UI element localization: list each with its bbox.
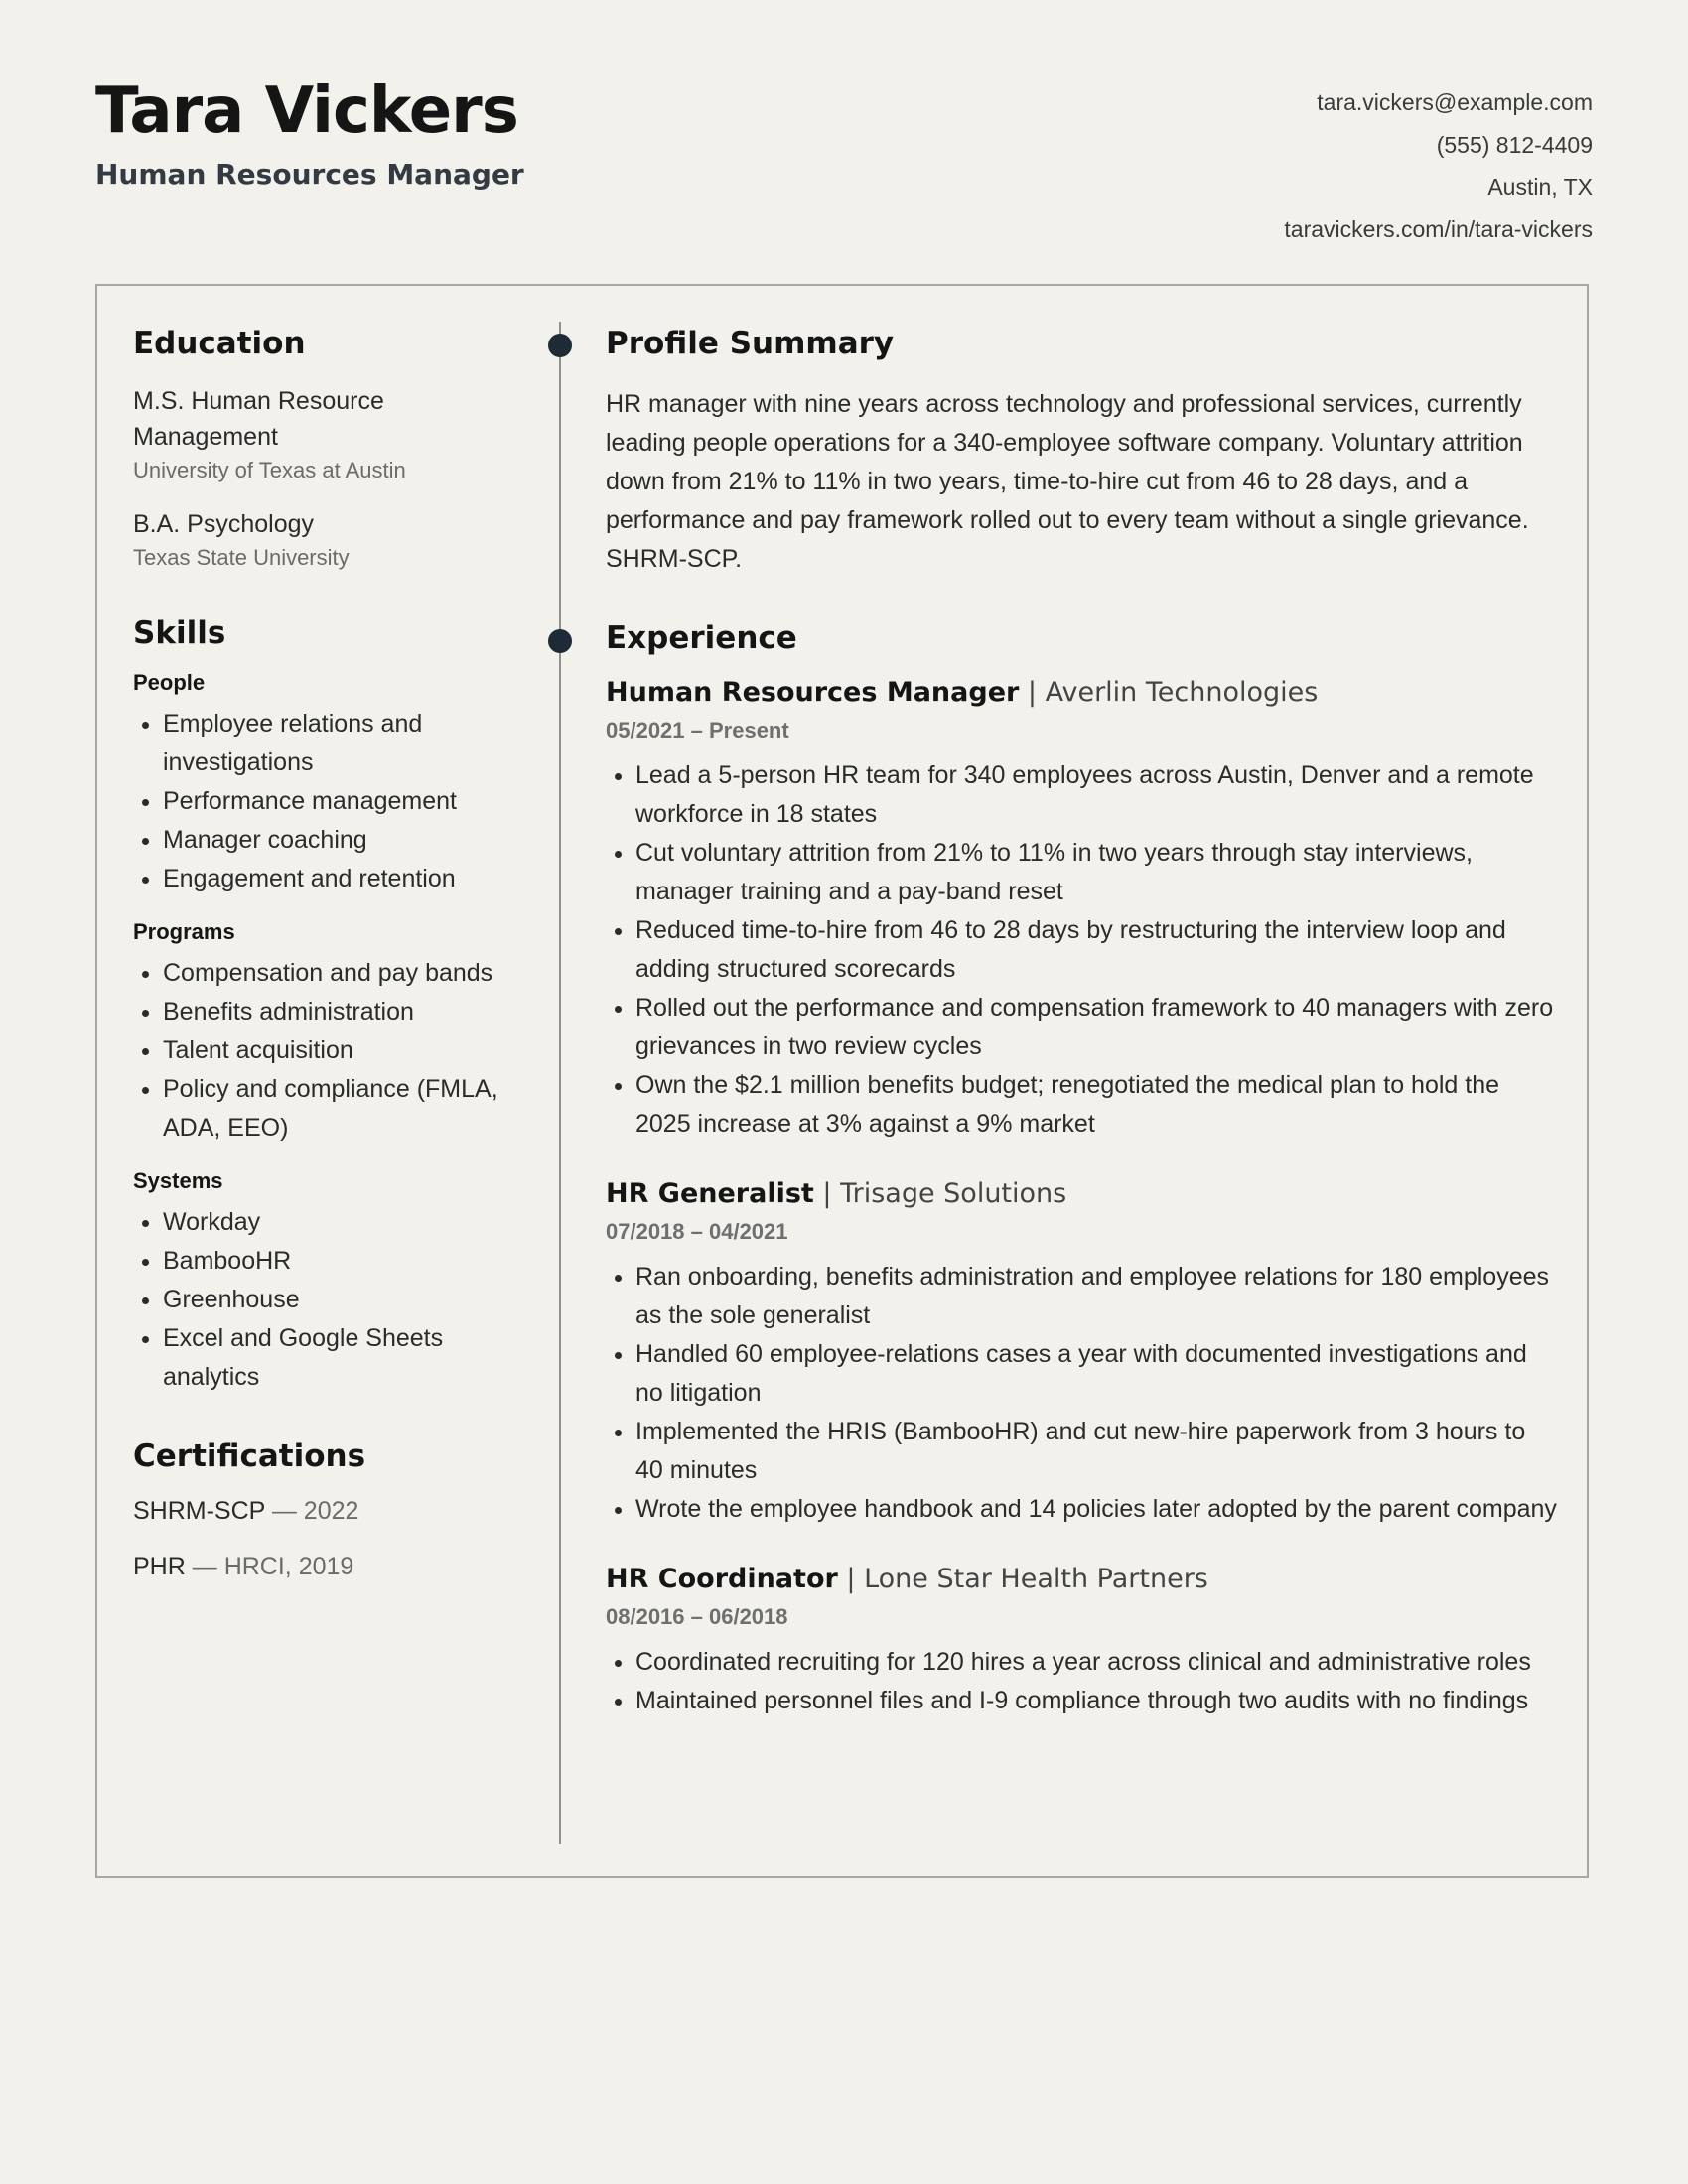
timeline-line [559,322,561,1844]
job-company: Lone Star Health Partners [864,1564,1208,1594]
skill-group-title: People [133,670,206,695]
job-company: Trisage Solutions [840,1178,1067,1209]
experience-section [606,614,1559,1720]
skill-item: • Excel and Google Sheets analytics [163,1319,530,1397]
skill-item: • Compensation and pay bands [163,954,530,993]
resume-header [95,71,1593,250]
skill-item: • Talent acquisition [163,1031,530,1070]
job-bullet: • Lead a 5-person HR team for 340 employees across Austin, Denver and a remote workforce in 18 states [635,756,1559,834]
job-bullet: • Cut voluntary attrition from 21% to 11% in two years through stay interviews, manager training and a pay-band reset [635,834,1559,911]
job-title: HR Generalist [606,1178,814,1209]
job-bullet: • Handled 60 employee-relations cases a year with documented investigations and no litigation [635,1335,1559,1413]
summary-text: HR manager with nine years across technology and professional services, currently leading people operations for a 340-employee software company. Voluntary attrition down from 21% to 11% in two years, time-to-hire cut from 46 to 28 days, and a performance and pay framework rolled out to every team without a single grievance. SHRM-SCP. [606,390,1529,573]
skill-item: • Employee relations and investigations [163,705,530,782]
education-degree: M.S. Human Resource Management [133,387,384,451]
job-dates: 07/2018 – 04/2021 [606,1219,788,1244]
education-school: University of Texas at Austin [133,458,406,482]
job-bullet: • Ran onboarding, benefits administration and employee relations for 180 employees as the sole generalist [635,1258,1559,1335]
certification-detail: 2022 [303,1497,359,1525]
skills-section [133,610,530,1397]
job-dates: 08/2016 – 06/2018 [606,1604,788,1629]
experience-heading: Experience [606,620,797,656]
job-separator: | [837,1564,865,1594]
skill-item: • Engagement and retention [163,860,530,898]
job-title: HR Coordinator [606,1564,838,1594]
contact-website[interactable]: taravickers.com/in/tara-vickers [1284,215,1593,242]
candidate-role: Human Resources Manager [95,158,524,191]
job-bullet: • Own the $2.1 million benefits budget; renegotiated the medical plan to hold the 2025 increase at 3% against a 9% market [635,1066,1559,1144]
skill-list [133,954,530,1148]
certifications-section [133,1433,530,1585]
certification-separator: — [185,1553,224,1580]
job-bullet: • Maintained personnel files and I-9 compliance through two audits with no findings [635,1682,1559,1720]
job-separator: | [1019,677,1046,708]
skill-item: • Benefits administration [163,993,530,1031]
summary-section [606,320,1559,579]
job-separator: | [813,1178,841,1209]
education-degree: B.A. Psychology [133,510,315,538]
left-column [133,320,530,1585]
certification-name: SHRM-SCP [133,1497,265,1525]
job-company: Averlin Technologies [1045,677,1319,708]
job-header [606,1559,1559,1599]
contact-phone: (555) 812-4409 [1436,131,1593,158]
job-entry [606,1173,1559,1529]
education-item [133,383,530,486]
job-bullet: • Reduced time-to-hire from 46 to 28 days by restructuring the interview loop and adding structured scorecards [635,911,1559,989]
certification-item [133,1548,530,1585]
skill-group-title: Systems [133,1168,223,1193]
skill-list [133,705,530,898]
skill-list [133,1203,530,1397]
contact-info [1284,81,1593,250]
job-header [606,672,1559,713]
certification-item [133,1492,530,1530]
certification-separator: — [264,1497,304,1525]
skills-heading: Skills [133,615,226,651]
job-entry [606,1559,1559,1720]
summary-heading: Profile Summary [606,326,895,361]
skill-group-title: Programs [133,919,235,944]
job-header [606,1173,1559,1214]
certification-name: PHR [133,1553,186,1580]
candidate-name: Tara Vickers [95,74,518,148]
job-bullet: • Coordinated recruiting for 120 hires a year across clinical and administrative roles [635,1643,1559,1682]
education-heading: Education [133,326,306,361]
skill-item: • Performance management [163,782,530,821]
job-bullets [606,756,1559,1144]
skill-item: • Greenhouse [163,1281,530,1319]
job-title: Human Resources Manager [606,677,1020,708]
job-bullets [606,1258,1559,1529]
job-bullets [606,1643,1559,1720]
education-section [133,320,530,574]
skill-item: • Workday [163,1203,530,1242]
job-bullet: • Implemented the HRIS (BambooHR) and cut new-hire paperwork from 3 hours to 40 minutes [635,1413,1559,1490]
contact-email[interactable]: tara.vickers@example.com [1317,89,1593,115]
contact-location: Austin, TX [1487,174,1593,200]
timeline-dot-experience [548,629,572,653]
education-school: Texas State University [133,545,350,570]
certifications-heading: Certifications [133,1438,366,1474]
skill-item: • Manager coaching [163,821,530,860]
education-item [133,506,530,574]
skill-item: • BambooHR [163,1242,530,1281]
certification-detail: HRCI, 2019 [223,1553,354,1580]
timeline-dot-summary [548,334,572,357]
right-column [606,320,1559,1720]
job-entry [606,672,1559,1144]
job-dates: 05/2021 – Present [606,718,789,743]
job-bullet: • Rolled out the performance and compensation framework to 40 managers with zero grievances in two review cycles [635,989,1559,1066]
job-bullet: • Wrote the employee handbook and 14 policies later adopted by the parent company [635,1490,1559,1529]
skill-item: • Policy and compliance (FMLA, ADA, EEO) [163,1070,530,1148]
